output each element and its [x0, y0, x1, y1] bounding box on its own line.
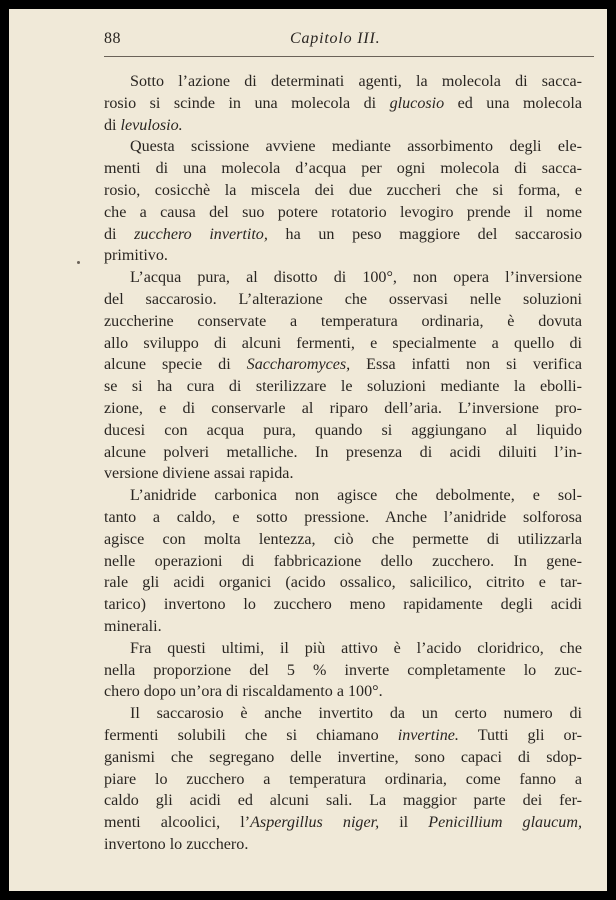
italic-text: zucchero invertito, [134, 225, 268, 243]
text-line [104, 398, 582, 420]
text-run: L’acqua pura, al disotto di 100°, non opera l’inversione [130, 269, 582, 287]
text-run: versione diviene assai rapida. [104, 465, 294, 483]
text-line [104, 834, 582, 856]
text-run: alcune polveri metalliche. In presenza di acidi diluiti l’in- [104, 443, 582, 461]
text-run: il [379, 814, 429, 832]
text-run: nella proporzione del 5 % inverte completamente lo zuc- [104, 661, 582, 679]
text-run: rale gli acidi organici (acido ossalico, salicilico, citrito e tar- [104, 574, 582, 592]
text-line [104, 638, 582, 660]
text-line [104, 485, 582, 507]
text-run: alcune specie di [104, 356, 247, 374]
text-run: che a causa del suo potere rotatorio levogiro prende il nome [104, 203, 582, 221]
text-line [104, 507, 582, 529]
text-line [104, 703, 582, 725]
text-run: Sotto l’azione di determinati agenti, la molecola di sacca- [130, 73, 582, 90]
text-line [104, 71, 582, 93]
italic-text: Saccharomyces, [246, 356, 351, 374]
text-line [104, 616, 582, 638]
text-run: ha un peso maggiore del saccarosio [267, 225, 582, 243]
text-line [104, 180, 582, 202]
text-line [104, 463, 582, 485]
text-line [104, 769, 582, 791]
italic-text: Aspergillus niger, [250, 814, 380, 832]
italic-text: glucosio [389, 94, 445, 112]
text-run: minerali. [104, 617, 162, 635]
paragraph [104, 136, 582, 267]
margin-speck [77, 261, 80, 264]
text-line [104, 224, 582, 246]
paragraph [104, 703, 582, 856]
text-run: rosio, cosicchè la miscela dei due zuccheri che si forma, e [104, 181, 582, 199]
text-line [104, 202, 582, 224]
text-run: Essa infatti non si verifica [350, 356, 582, 374]
paragraph [104, 485, 582, 638]
running-head: Capitolo III. [290, 30, 381, 47]
book-page [9, 9, 607, 891]
text-line [104, 790, 582, 812]
italic-text: levulosio. [120, 116, 183, 134]
text-run: caldo gli acidi ed alcuni sali. La maggior parte dei fer- [104, 792, 582, 810]
text-line [104, 594, 582, 616]
text-line [104, 158, 582, 180]
text-run: se si ha cura di sterilizzare le soluzioni mediante la ebolli- [104, 378, 582, 396]
text-run: piare lo zucchero a temperatura ordinaria, come fanno a [104, 770, 582, 788]
text-line [104, 551, 582, 573]
text-line [104, 812, 582, 834]
paragraph [104, 71, 582, 136]
text-run: tarico) invertono lo zucchero meno rapidamente degli acidi [104, 596, 582, 614]
text-run: L’anidride carbonica non agisce che debolmente, e sol- [130, 487, 582, 505]
paragraph [104, 638, 582, 703]
header-rule [104, 56, 594, 57]
text-line [104, 115, 582, 137]
text-line [104, 333, 582, 355]
text-line [104, 376, 582, 398]
text-line [104, 747, 582, 769]
italic-text: Penicillium glaucum, [428, 814, 582, 832]
text-run: del saccarosio. L’alterazione che osservasi nelle soluzioni [104, 290, 582, 308]
text-run: allo sviluppo di alcuni fermenti, e specialmente a quello di [104, 334, 582, 352]
page-number: 88 [104, 30, 121, 47]
text-run: nelle operazioni di fabbricazione dello zucchero. In gene- [104, 552, 582, 570]
text-run: zione, e di conservarle al riparo dell’aria. L’inversione pro- [104, 399, 582, 417]
text-line [104, 267, 582, 289]
text-run: tanto a caldo, e sotto pressione. Anche l’anidride solforosa [104, 508, 582, 526]
text-run: ed una molecola [444, 94, 582, 112]
text-line [104, 354, 582, 376]
text-run: invertono lo zucchero. [104, 835, 249, 853]
text-run: Il saccarosio è anche invertito da un certo numero di [130, 705, 582, 723]
text-run: di [104, 116, 121, 134]
text-run: agisce con molta lentezza, ciò che permette di utilizzarla [104, 530, 582, 548]
text-line [104, 442, 582, 464]
text-run: rosio si scinde in una molecola di [104, 94, 390, 112]
text-run: menti alcoolici, l’ [104, 814, 251, 832]
text-run: zuccherine conservate a temperatura ordinaria, è dovuta [104, 312, 582, 330]
page-header [9, 9, 607, 69]
text-line [104, 289, 582, 311]
text-run: menti di una molecola d’acqua per ogni molecola di sacca- [104, 160, 582, 178]
paragraph [104, 267, 582, 485]
text-line [104, 660, 582, 682]
text-run: primitivo. [104, 247, 168, 265]
text-run: chero dopo un’ora di riscaldamento a 100°. [104, 683, 383, 701]
text-line [104, 572, 582, 594]
text-run: ducesi con acqua pura, quando si aggiungano al liquido [104, 421, 582, 439]
text-run: Tutti gli or- [458, 726, 582, 744]
text-line [104, 93, 582, 115]
text-line [104, 245, 582, 267]
text-run: Questa scissione avviene mediante assorbimento degli ele- [130, 138, 582, 156]
text-line [104, 529, 582, 551]
text-line [104, 681, 582, 703]
text-line [104, 420, 582, 442]
italic-text: invertine. [397, 726, 459, 744]
text-line [104, 725, 582, 747]
body-text [104, 71, 582, 856]
text-line [104, 136, 582, 158]
text-run: fermenti solubili che si chiamano [104, 726, 398, 744]
text-line [104, 311, 582, 333]
text-run: di [104, 225, 135, 243]
text-run: Fra questi ultimi, il più attivo è l’acido cloridrico, che [130, 639, 582, 657]
text-run: ganismi che segregano delle invertine, sono capaci di sdop- [104, 748, 582, 766]
